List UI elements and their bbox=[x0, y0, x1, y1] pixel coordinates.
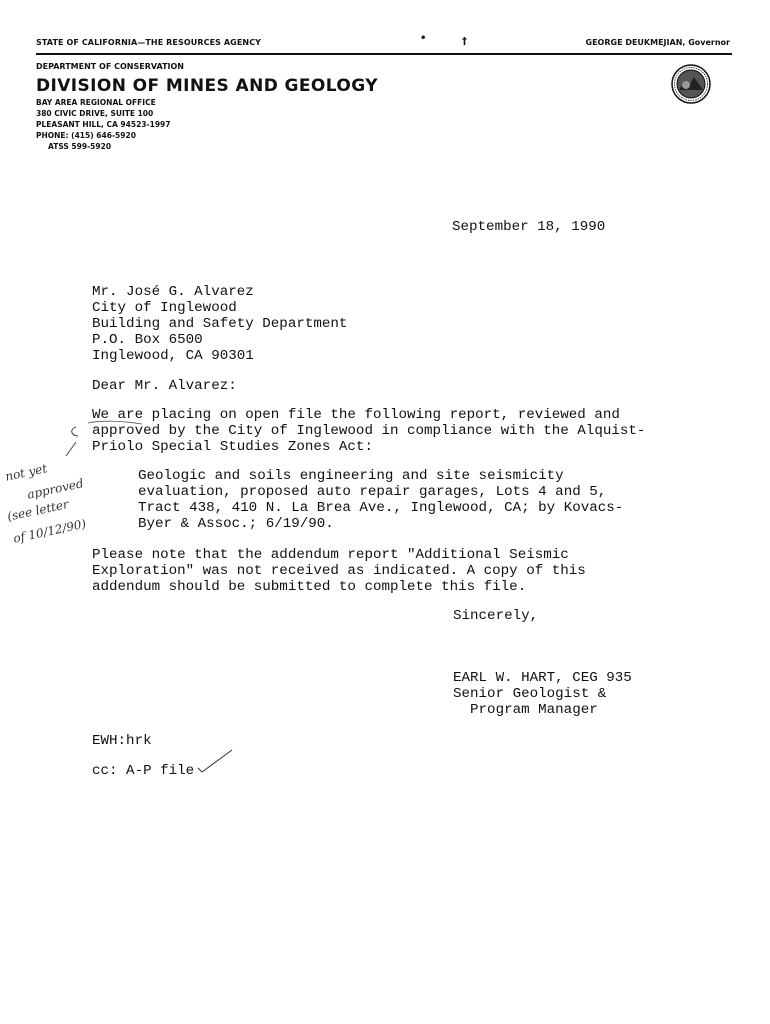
handwritten-check-icon bbox=[196, 748, 234, 776]
signature-line: EARL W. HART, CEG 935 bbox=[453, 670, 632, 686]
scan-mark: • bbox=[420, 33, 427, 44]
recipient-line: Inglewood, CA 90301 bbox=[92, 348, 254, 364]
paragraph-line: approved by the City of Inglewood in compliance with the Alquist- bbox=[92, 423, 646, 439]
state-seal-icon bbox=[671, 64, 711, 104]
handwritten-note-line: approved bbox=[26, 476, 85, 502]
handwritten-markup-icon bbox=[62, 418, 152, 458]
address-line: PLEASANT HILL, CA 94523-1997 bbox=[36, 120, 171, 129]
signature-line: Program Manager bbox=[453, 702, 598, 718]
handwritten-note-line: not yet bbox=[4, 461, 49, 484]
recipient-line: P.O. Box 6500 bbox=[92, 332, 203, 348]
salutation: Dear Mr. Alvarez: bbox=[92, 378, 237, 394]
handwritten-note-line: (see letter bbox=[6, 497, 70, 524]
governor-line: GEORGE DEUKMEJIAN, Governor bbox=[585, 38, 730, 47]
typist-initials: EWH:hrk bbox=[92, 733, 152, 749]
paragraph-line: Please note that the addendum report "Additional Seismic bbox=[92, 547, 569, 563]
paragraph-line: Exploration" was not received as indicated. A copy of this bbox=[92, 563, 586, 579]
recipient-line: Building and Safety Department bbox=[92, 316, 348, 332]
agency-line: STATE OF CALIFORNIA—THE RESOURCES AGENCY bbox=[36, 38, 262, 47]
scan-mark: † bbox=[462, 36, 467, 47]
report-line: Tract 438, 410 N. La Brea Ave., Inglewood, CA; by Kovacs- bbox=[138, 500, 624, 516]
report-line: Geologic and soils engineering and site seismicity bbox=[138, 468, 564, 484]
paragraph-line: We are placing on open file the following report, reviewed and bbox=[92, 407, 620, 423]
division-title: DIVISION OF MINES AND GEOLOGY bbox=[36, 76, 378, 96]
paragraph-line: Priolo Special Studies Zones Act: bbox=[92, 439, 373, 455]
department-line: DEPARTMENT OF CONSERVATION bbox=[36, 62, 184, 71]
letter-date: September 18, 1990 bbox=[452, 219, 606, 235]
recipient-line: City of Inglewood bbox=[92, 300, 237, 316]
report-line: Byer & Assoc.; 6/19/90. bbox=[138, 516, 334, 532]
signature-line: Senior Geologist & bbox=[453, 686, 607, 702]
handwritten-note-line: of 10/12/90) bbox=[12, 516, 88, 546]
paragraph-line: addendum should be submitted to complete this file. bbox=[92, 579, 527, 595]
recipient-line: Mr. José G. Alvarez bbox=[92, 284, 254, 300]
report-line: evaluation, proposed auto repair garages, Lots 4 and 5, bbox=[138, 484, 607, 500]
cc-line: cc: A-P file bbox=[92, 763, 195, 779]
address-line: 380 CIVIC DRIVE, SUITE 100 bbox=[36, 109, 154, 118]
atss-line: ATSS 599-5920 bbox=[48, 142, 112, 151]
header-rule bbox=[36, 53, 732, 55]
address-line: PHONE: (415) 646-5920 bbox=[36, 131, 136, 140]
address-line: BAY AREA REGIONAL OFFICE bbox=[36, 98, 156, 107]
closing: Sincerely, bbox=[453, 608, 539, 624]
